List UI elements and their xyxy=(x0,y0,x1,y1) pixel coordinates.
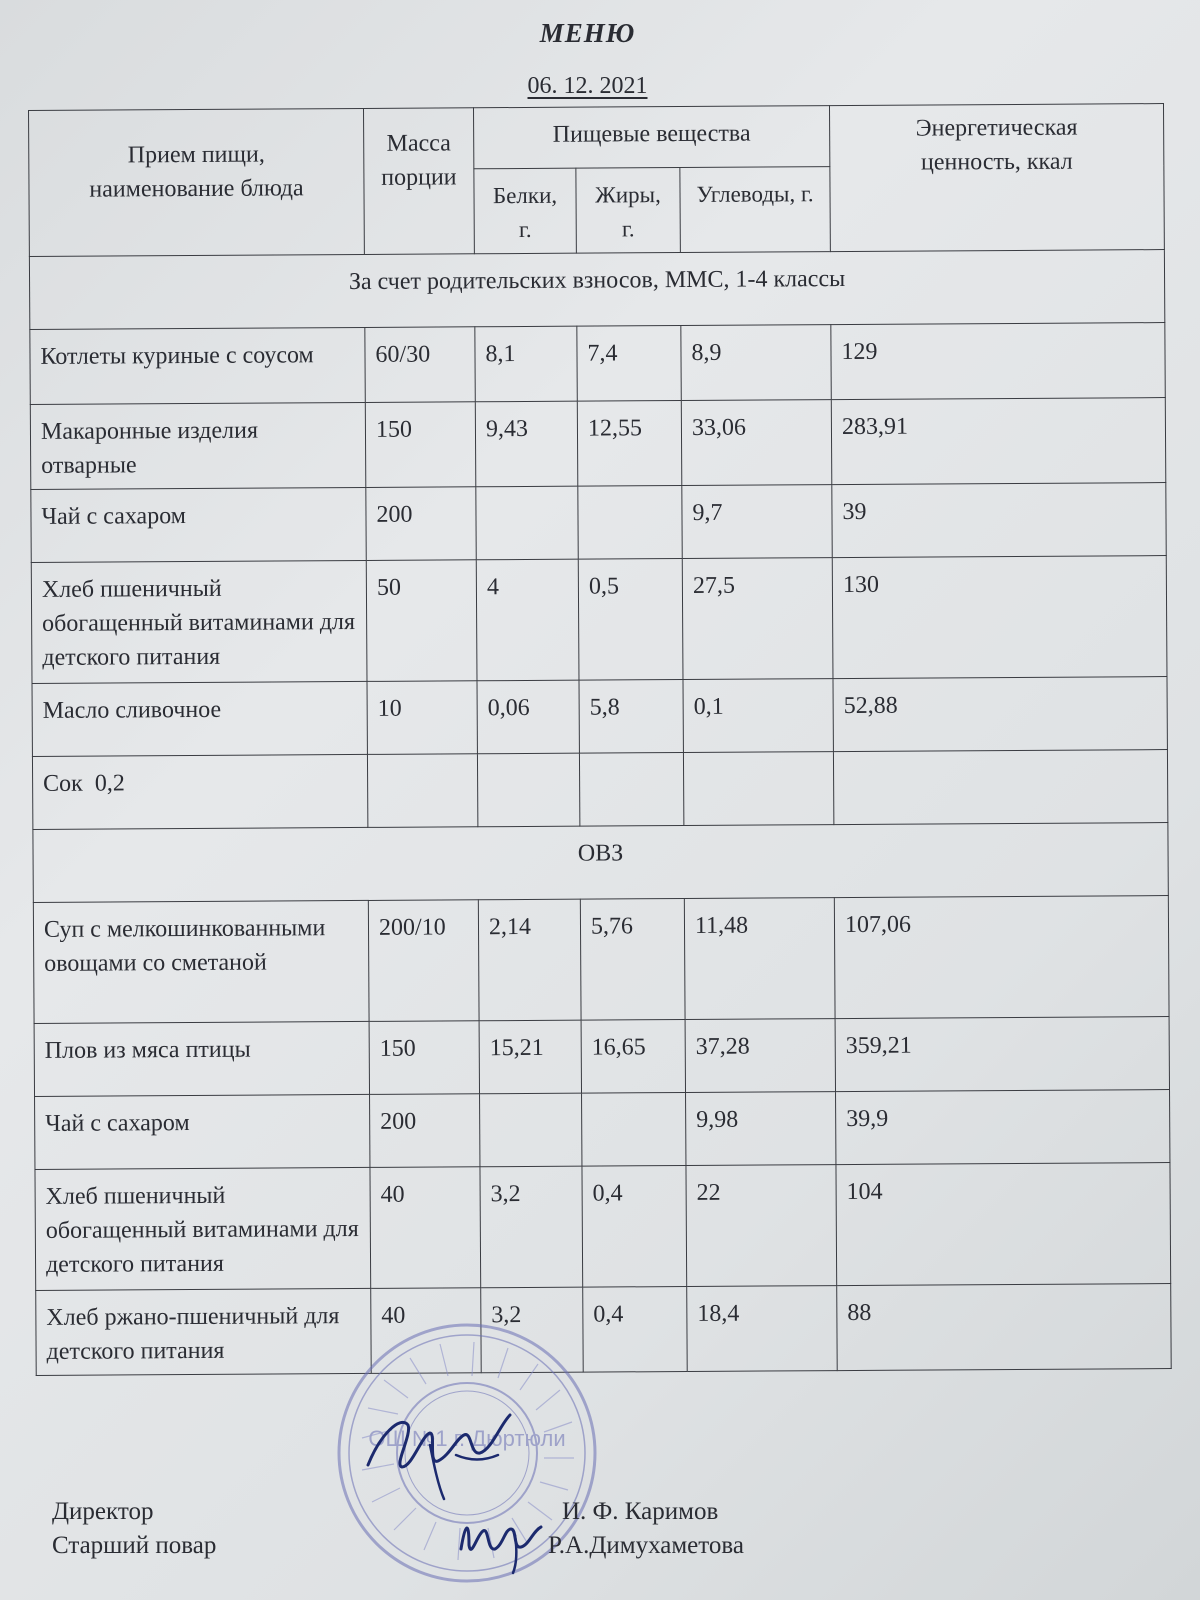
table-row xyxy=(35,1090,1170,1170)
cell-carbs: 9,7 xyxy=(682,485,832,559)
cell-proteins: 8,1 xyxy=(475,326,577,402)
cell-carbs xyxy=(683,752,833,826)
cell-mass: 60/30 xyxy=(365,327,475,403)
cell-mass: 150 xyxy=(365,402,476,488)
cell-energy: 52,88 xyxy=(833,677,1167,752)
cell-proteins: 0,06 xyxy=(477,680,579,754)
cell-fats xyxy=(582,1093,686,1167)
cell-fats: 12,55 xyxy=(577,401,682,487)
cell-proteins: 9,43 xyxy=(475,401,578,487)
cell-energy: 359,21 xyxy=(835,1017,1169,1092)
cook-name: Р.А.Димухаметова xyxy=(548,1532,744,1559)
cell-name: Макаронные изделия отварные xyxy=(30,402,366,489)
cook-title: Старший повар xyxy=(52,1532,217,1559)
cell-carbs: 27,5 xyxy=(682,558,833,680)
signature-names xyxy=(548,1495,744,1563)
date-text: 06. 12. 2021 xyxy=(527,73,648,99)
cell-mass xyxy=(367,754,477,828)
cell-carbs: 8,9 xyxy=(681,325,831,401)
cell-energy: 104 xyxy=(836,1163,1171,1286)
table-row xyxy=(32,677,1167,757)
document-title: МЕНЮ xyxy=(539,18,636,48)
cell-proteins: 15,21 xyxy=(479,1020,581,1094)
cell-energy: 107,06 xyxy=(834,896,1169,1019)
cell-energy: 88 xyxy=(837,1284,1172,1371)
header-energy: Энергетическая ценность, ккал xyxy=(829,104,1164,252)
cell-proteins: 4 xyxy=(476,559,579,681)
cell-fats: 0,4 xyxy=(582,1166,687,1288)
director-title: Директор xyxy=(52,1498,154,1525)
cell-name: Хлеб пшеничный обогащенный витаминами для детского питания xyxy=(31,560,367,683)
cell-mass: 200/10 xyxy=(368,900,479,1022)
cell-energy: 39 xyxy=(832,483,1166,558)
header-carbs: Углеводы, г. xyxy=(680,167,831,253)
cell-carbs: 33,06 xyxy=(681,400,832,486)
cell-fats xyxy=(578,486,682,560)
document-date xyxy=(0,73,1175,100)
cell-carbs: 0,1 xyxy=(683,679,833,753)
cell-carbs: 37,28 xyxy=(685,1019,835,1093)
cell-carbs: 9,98 xyxy=(686,1092,836,1166)
cell-fats: 5,8 xyxy=(579,680,683,754)
cell-name: Чай с сахаром xyxy=(31,487,366,562)
cell-name: Чай с сахаром xyxy=(35,1094,370,1169)
header-fats: Жиры, г. xyxy=(576,168,681,254)
cell-name: Суп с мелкошинкованными овощами со сметаной xyxy=(33,900,369,1023)
section-row xyxy=(33,823,1168,903)
table-row xyxy=(36,1284,1171,1376)
cell-name: Хлеб пшеничный обогащенный витаминами для детского питания xyxy=(35,1167,371,1290)
stamp-text: ОШ №1 г. Дюртюли xyxy=(368,1426,566,1451)
cell-name: Плов из мяса птицы xyxy=(34,1021,369,1096)
cell-proteins xyxy=(480,1093,582,1167)
cell-mass: 200 xyxy=(370,1094,480,1168)
cell-energy: 129 xyxy=(831,323,1165,400)
director-name: И. Ф. Каримов xyxy=(562,1498,719,1525)
cell-proteins xyxy=(476,486,578,560)
cell-mass: 150 xyxy=(369,1021,479,1095)
table-row xyxy=(30,323,1165,405)
table-row xyxy=(30,398,1165,490)
cell-energy: 283,91 xyxy=(831,398,1166,485)
cell-proteins: 2,14 xyxy=(478,899,581,1021)
signature-titles xyxy=(52,1495,216,1563)
cell-name: Котлеты куриные с соусом xyxy=(30,327,365,404)
cell-name: Сок 0,2 xyxy=(32,754,367,829)
cell-proteins xyxy=(477,753,579,827)
table-row xyxy=(34,1017,1169,1097)
cell-carbs: 18,4 xyxy=(687,1286,838,1372)
header-nutrients: Пищевые вещества xyxy=(473,106,829,169)
header-mass: Масса порции xyxy=(363,108,474,255)
table-row xyxy=(31,483,1166,563)
cell-carbs: 22 xyxy=(686,1165,837,1287)
cell-proteins: 3,2 xyxy=(481,1287,584,1373)
cell-mass: 200 xyxy=(366,487,476,561)
menu-sheet xyxy=(28,103,1171,1376)
cell-energy xyxy=(833,750,1167,825)
cell-carbs: 11,48 xyxy=(684,898,835,1020)
table-row xyxy=(31,556,1167,684)
table-row xyxy=(33,896,1169,1024)
cell-fats: 16,65 xyxy=(581,1020,685,1094)
section-row xyxy=(29,250,1164,330)
cell-fats: 7,4 xyxy=(577,326,681,402)
cell-energy: 130 xyxy=(832,556,1167,679)
table-row xyxy=(32,750,1167,830)
cell-name: Масло сливочное xyxy=(32,681,367,756)
cook-signature xyxy=(455,1505,550,1575)
cell-mass: 10 xyxy=(367,681,477,755)
header-meal: Прием пищи, наименование блюда xyxy=(29,108,365,256)
menu-table xyxy=(28,103,1172,1376)
cell-fats: 0,5 xyxy=(578,559,683,681)
table-row xyxy=(35,1163,1171,1291)
cell-fats xyxy=(579,753,683,827)
cell-mass: 40 xyxy=(371,1288,482,1374)
header-proteins: Белки, г. xyxy=(474,168,577,254)
director-signature xyxy=(360,1395,520,1505)
cell-energy: 39,9 xyxy=(836,1090,1170,1165)
header-row-top xyxy=(29,104,1164,172)
cell-mass: 40 xyxy=(370,1167,481,1289)
cell-fats: 5,76 xyxy=(580,899,685,1021)
cell-mass: 50 xyxy=(366,560,477,682)
cell-fats: 0,4 xyxy=(583,1286,688,1372)
cell-proteins: 3,2 xyxy=(480,1166,583,1288)
cell-name: Хлеб ржано-пшеничный для детского питания xyxy=(36,1288,372,1375)
section-title: За счет родительских взносов, ММС, 1-4 классы xyxy=(29,250,1164,330)
section-title: ОВЗ xyxy=(33,823,1168,903)
